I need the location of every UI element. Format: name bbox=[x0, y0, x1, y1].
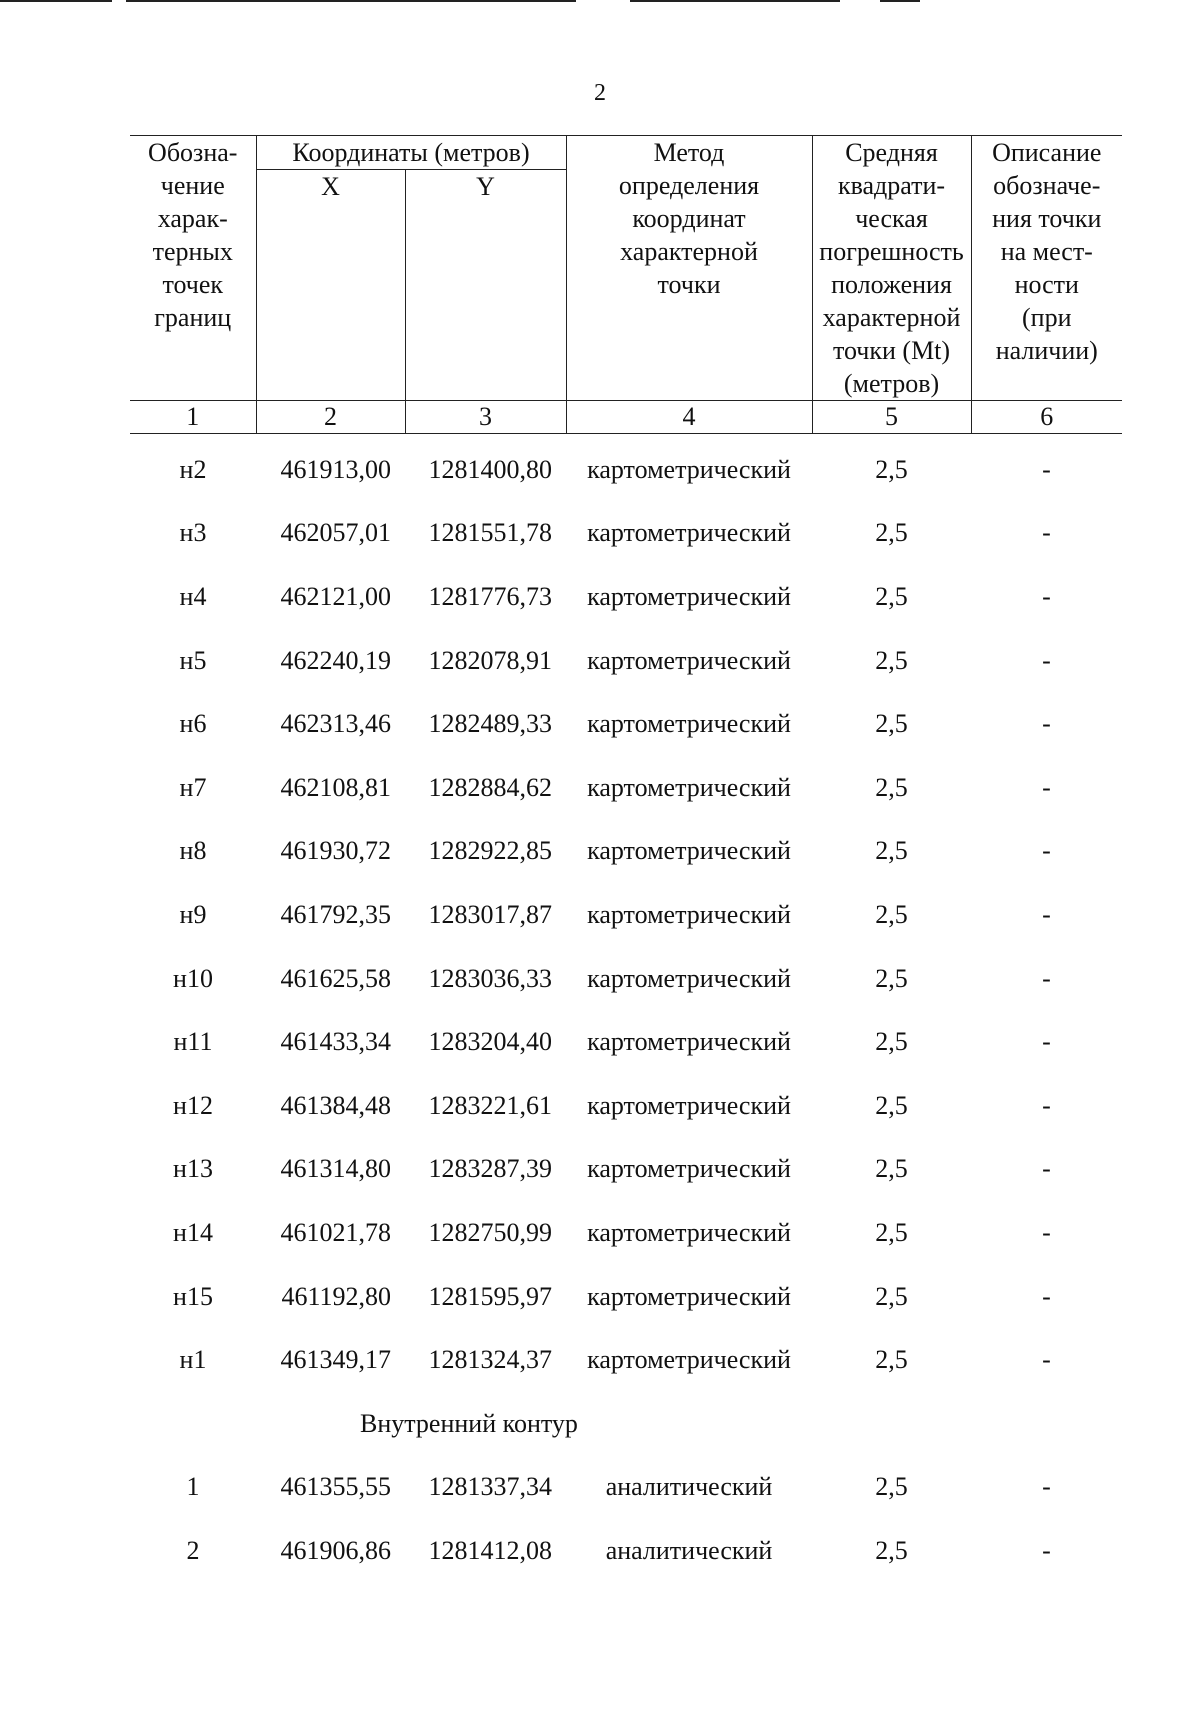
table-row bbox=[130, 1519, 1122, 1583]
description-cell: - bbox=[1042, 963, 1051, 993]
y-coordinate-cell: 1283287,39 bbox=[428, 1154, 553, 1184]
mean-error-cell: 2,5 bbox=[875, 709, 908, 739]
table-row bbox=[130, 1456, 1122, 1520]
x-coordinate-cell: 461625,58 bbox=[280, 963, 391, 993]
point-cell: н7 bbox=[179, 772, 207, 802]
description-cell: - bbox=[1042, 1345, 1051, 1375]
table-row bbox=[130, 1138, 1122, 1202]
header-coordinates-group: Координаты (метров) bbox=[256, 136, 566, 170]
method-cell: картометрический bbox=[587, 899, 791, 929]
point-cell: н13 bbox=[173, 1154, 213, 1184]
y-coordinate-cell: 1282078,91 bbox=[428, 645, 553, 675]
y-coordinate-cell: 1281776,73 bbox=[428, 581, 553, 611]
y-coordinate-cell: 1281595,97 bbox=[428, 1281, 553, 1311]
x-coordinate-cell: 462121,00 bbox=[280, 581, 391, 611]
description-cell: - bbox=[1042, 772, 1051, 802]
point-cell: н15 bbox=[173, 1281, 213, 1311]
column-number: 4 bbox=[566, 401, 812, 434]
table-row bbox=[130, 502, 1122, 566]
scan-edge-mark bbox=[630, 0, 840, 2]
point-cell: н8 bbox=[179, 836, 207, 866]
scan-edge-mark bbox=[126, 0, 576, 2]
page-number: 2 bbox=[594, 80, 606, 106]
mean-error-cell: 2,5 bbox=[875, 1154, 908, 1184]
point-cell: н11 bbox=[173, 1027, 213, 1057]
table-row bbox=[130, 1265, 1122, 1329]
x-coordinate-cell: 461913,00 bbox=[280, 454, 391, 484]
description-cell: - bbox=[1042, 1090, 1051, 1120]
description-cell: - bbox=[1042, 581, 1051, 611]
scan-edge-mark bbox=[880, 0, 920, 2]
x-coordinate-cell: 461384,48 bbox=[280, 1090, 391, 1120]
y-coordinate-cell: 1281412,08 bbox=[428, 1535, 553, 1565]
description-cell: - bbox=[1042, 1281, 1051, 1311]
x-coordinate-cell: 461192,80 bbox=[281, 1281, 391, 1311]
y-coordinate-cell: 1283036,33 bbox=[428, 963, 553, 993]
y-coordinate-cell: 1281324,37 bbox=[428, 1345, 553, 1375]
method-cell: картометрический bbox=[587, 963, 791, 993]
description-cell: - bbox=[1042, 1535, 1051, 1565]
point-cell: н2 bbox=[179, 454, 207, 484]
x-coordinate-cell: 462108,81 bbox=[280, 772, 391, 802]
column-number: 1 bbox=[130, 401, 256, 434]
method-cell: картометрический bbox=[587, 645, 791, 675]
method-cell: картометрический bbox=[587, 772, 791, 802]
x-coordinate-cell: 461349,17 bbox=[280, 1345, 391, 1375]
mean-error-cell: 2,5 bbox=[875, 963, 908, 993]
x-coordinate-cell: 462240,19 bbox=[280, 645, 391, 675]
mean-error-cell: 2,5 bbox=[875, 772, 908, 802]
column-number: 3 bbox=[405, 401, 566, 434]
mean-error-cell: 2,5 bbox=[875, 1535, 908, 1565]
column-number: 6 bbox=[971, 401, 1122, 434]
method-cell: картометрический bbox=[587, 836, 791, 866]
method-cell: картометрический bbox=[587, 1154, 791, 1184]
method-cell: картометрический bbox=[587, 709, 791, 739]
description-cell: - bbox=[1042, 1472, 1051, 1502]
mean-error-cell: 2,5 bbox=[875, 1027, 908, 1057]
point-cell: н1 bbox=[179, 1345, 207, 1375]
description-cell: - bbox=[1042, 1027, 1051, 1057]
y-coordinate-cell: 1281337,34 bbox=[428, 1472, 553, 1502]
header-description: Описание обозначе- ния точки на мест- ности (при наличии) bbox=[971, 136, 1122, 401]
point-cell: н4 bbox=[179, 581, 207, 611]
table-row bbox=[130, 1010, 1122, 1074]
column-number: 2 bbox=[256, 401, 405, 434]
description-cell: - bbox=[1042, 1217, 1051, 1247]
mean-error-cell: 2,5 bbox=[875, 581, 908, 611]
method-cell: картометрический bbox=[587, 1217, 791, 1247]
y-coordinate-cell: 1282750,99 bbox=[428, 1217, 553, 1247]
method-cell: аналитический bbox=[605, 1535, 773, 1565]
table-row bbox=[130, 629, 1122, 693]
x-coordinate-cell: 461930,72 bbox=[280, 836, 391, 866]
mean-error-cell: 2,5 bbox=[875, 518, 908, 548]
description-cell: - bbox=[1042, 454, 1051, 484]
table-header bbox=[130, 136, 1122, 434]
section-row bbox=[130, 1392, 1122, 1456]
mean-error-cell: 2,5 bbox=[875, 1345, 908, 1375]
y-coordinate-cell: 1281400,80 bbox=[428, 454, 553, 484]
method-cell: картометрический bbox=[587, 1090, 791, 1120]
y-coordinate-cell: 1282489,33 bbox=[428, 709, 553, 739]
x-coordinate-cell: 461355,55 bbox=[280, 1472, 391, 1502]
description-cell: - bbox=[1042, 709, 1051, 739]
point-cell: н3 bbox=[179, 518, 207, 548]
column-number: 5 bbox=[812, 401, 971, 434]
x-coordinate-cell: 461021,78 bbox=[280, 1217, 391, 1247]
mean-error-cell: 2,5 bbox=[875, 645, 908, 675]
table-row bbox=[130, 756, 1122, 820]
description-cell: - bbox=[1042, 899, 1051, 929]
x-coordinate-cell: 461433,34 bbox=[280, 1027, 391, 1057]
method-cell: картометрический bbox=[587, 1281, 791, 1311]
table-row bbox=[130, 1074, 1122, 1138]
y-coordinate-cell: 1282922,85 bbox=[428, 836, 553, 866]
point-cell: н5 bbox=[179, 645, 207, 675]
method-cell: картометрический bbox=[587, 581, 791, 611]
mean-error-cell: 2,5 bbox=[875, 899, 908, 929]
table-row bbox=[130, 434, 1122, 502]
point-cell: н6 bbox=[179, 709, 207, 739]
y-coordinate-cell: 1283204,40 bbox=[428, 1027, 553, 1057]
point-cell: н12 bbox=[173, 1090, 213, 1120]
header-method: Метод определения координат характерной точки bbox=[566, 136, 812, 401]
y-coordinate-cell: 1281551,78 bbox=[428, 518, 553, 548]
x-coordinate-cell: 461314,80 bbox=[280, 1154, 391, 1184]
table-row bbox=[130, 947, 1122, 1011]
method-cell: картометрический bbox=[587, 518, 791, 548]
description-cell: - bbox=[1042, 1154, 1051, 1184]
boundary-points-table bbox=[130, 135, 1122, 1583]
y-coordinate-cell: 1283221,61 bbox=[428, 1090, 553, 1120]
description-cell: - bbox=[1042, 518, 1051, 548]
table-row bbox=[130, 692, 1122, 756]
mean-error-cell: 2,5 bbox=[875, 454, 908, 484]
method-cell: картометрический bbox=[587, 454, 791, 484]
header-y: Y bbox=[405, 170, 566, 401]
mean-error-cell: 2,5 bbox=[875, 1472, 908, 1502]
mean-error-cell: 2,5 bbox=[875, 1281, 908, 1311]
point-cell: н9 bbox=[179, 899, 207, 929]
point-cell: 1 bbox=[186, 1472, 200, 1502]
method-cell: картометрический bbox=[587, 1027, 791, 1057]
header-designation: Обозна- чение харак- терных точек границ bbox=[130, 136, 256, 401]
table-row bbox=[130, 1328, 1122, 1392]
mean-error-cell: 2,5 bbox=[875, 836, 908, 866]
description-cell: - bbox=[1042, 645, 1051, 675]
table-row bbox=[130, 820, 1122, 884]
point-cell: 2 bbox=[186, 1535, 200, 1565]
point-cell: н10 bbox=[173, 963, 213, 993]
x-coordinate-cell: 461792,35 bbox=[280, 899, 391, 929]
mean-error-cell: 2,5 bbox=[875, 1090, 908, 1120]
table-row bbox=[130, 883, 1122, 947]
header-mean-error-text: Средняя квадрати- ческая погрешность положения характерной точки (Mt) (метров) bbox=[819, 138, 964, 398]
table-body bbox=[130, 434, 1122, 1583]
table-row bbox=[130, 1201, 1122, 1265]
mean-error-cell: 2,5 bbox=[875, 1217, 908, 1247]
x-coordinate-cell: 462057,01 bbox=[280, 518, 391, 548]
scan-edge-mark bbox=[0, 0, 112, 2]
description-cell: - bbox=[1042, 836, 1051, 866]
method-cell: аналитический bbox=[605, 1472, 773, 1502]
x-coordinate-cell: 462313,46 bbox=[280, 709, 391, 739]
column-number-row bbox=[130, 401, 1122, 434]
y-coordinate-cell: 1283017,87 bbox=[428, 899, 553, 929]
method-cell: картометрический bbox=[587, 1345, 791, 1375]
point-cell: н14 bbox=[173, 1217, 213, 1247]
header-x: X bbox=[256, 170, 405, 401]
inner-contour-title: Внутренний контур bbox=[360, 1408, 578, 1438]
header-mean-error bbox=[812, 136, 971, 401]
table-row bbox=[130, 565, 1122, 629]
x-coordinate-cell: 461906,86 bbox=[280, 1535, 391, 1565]
y-coordinate-cell: 1282884,62 bbox=[428, 772, 553, 802]
